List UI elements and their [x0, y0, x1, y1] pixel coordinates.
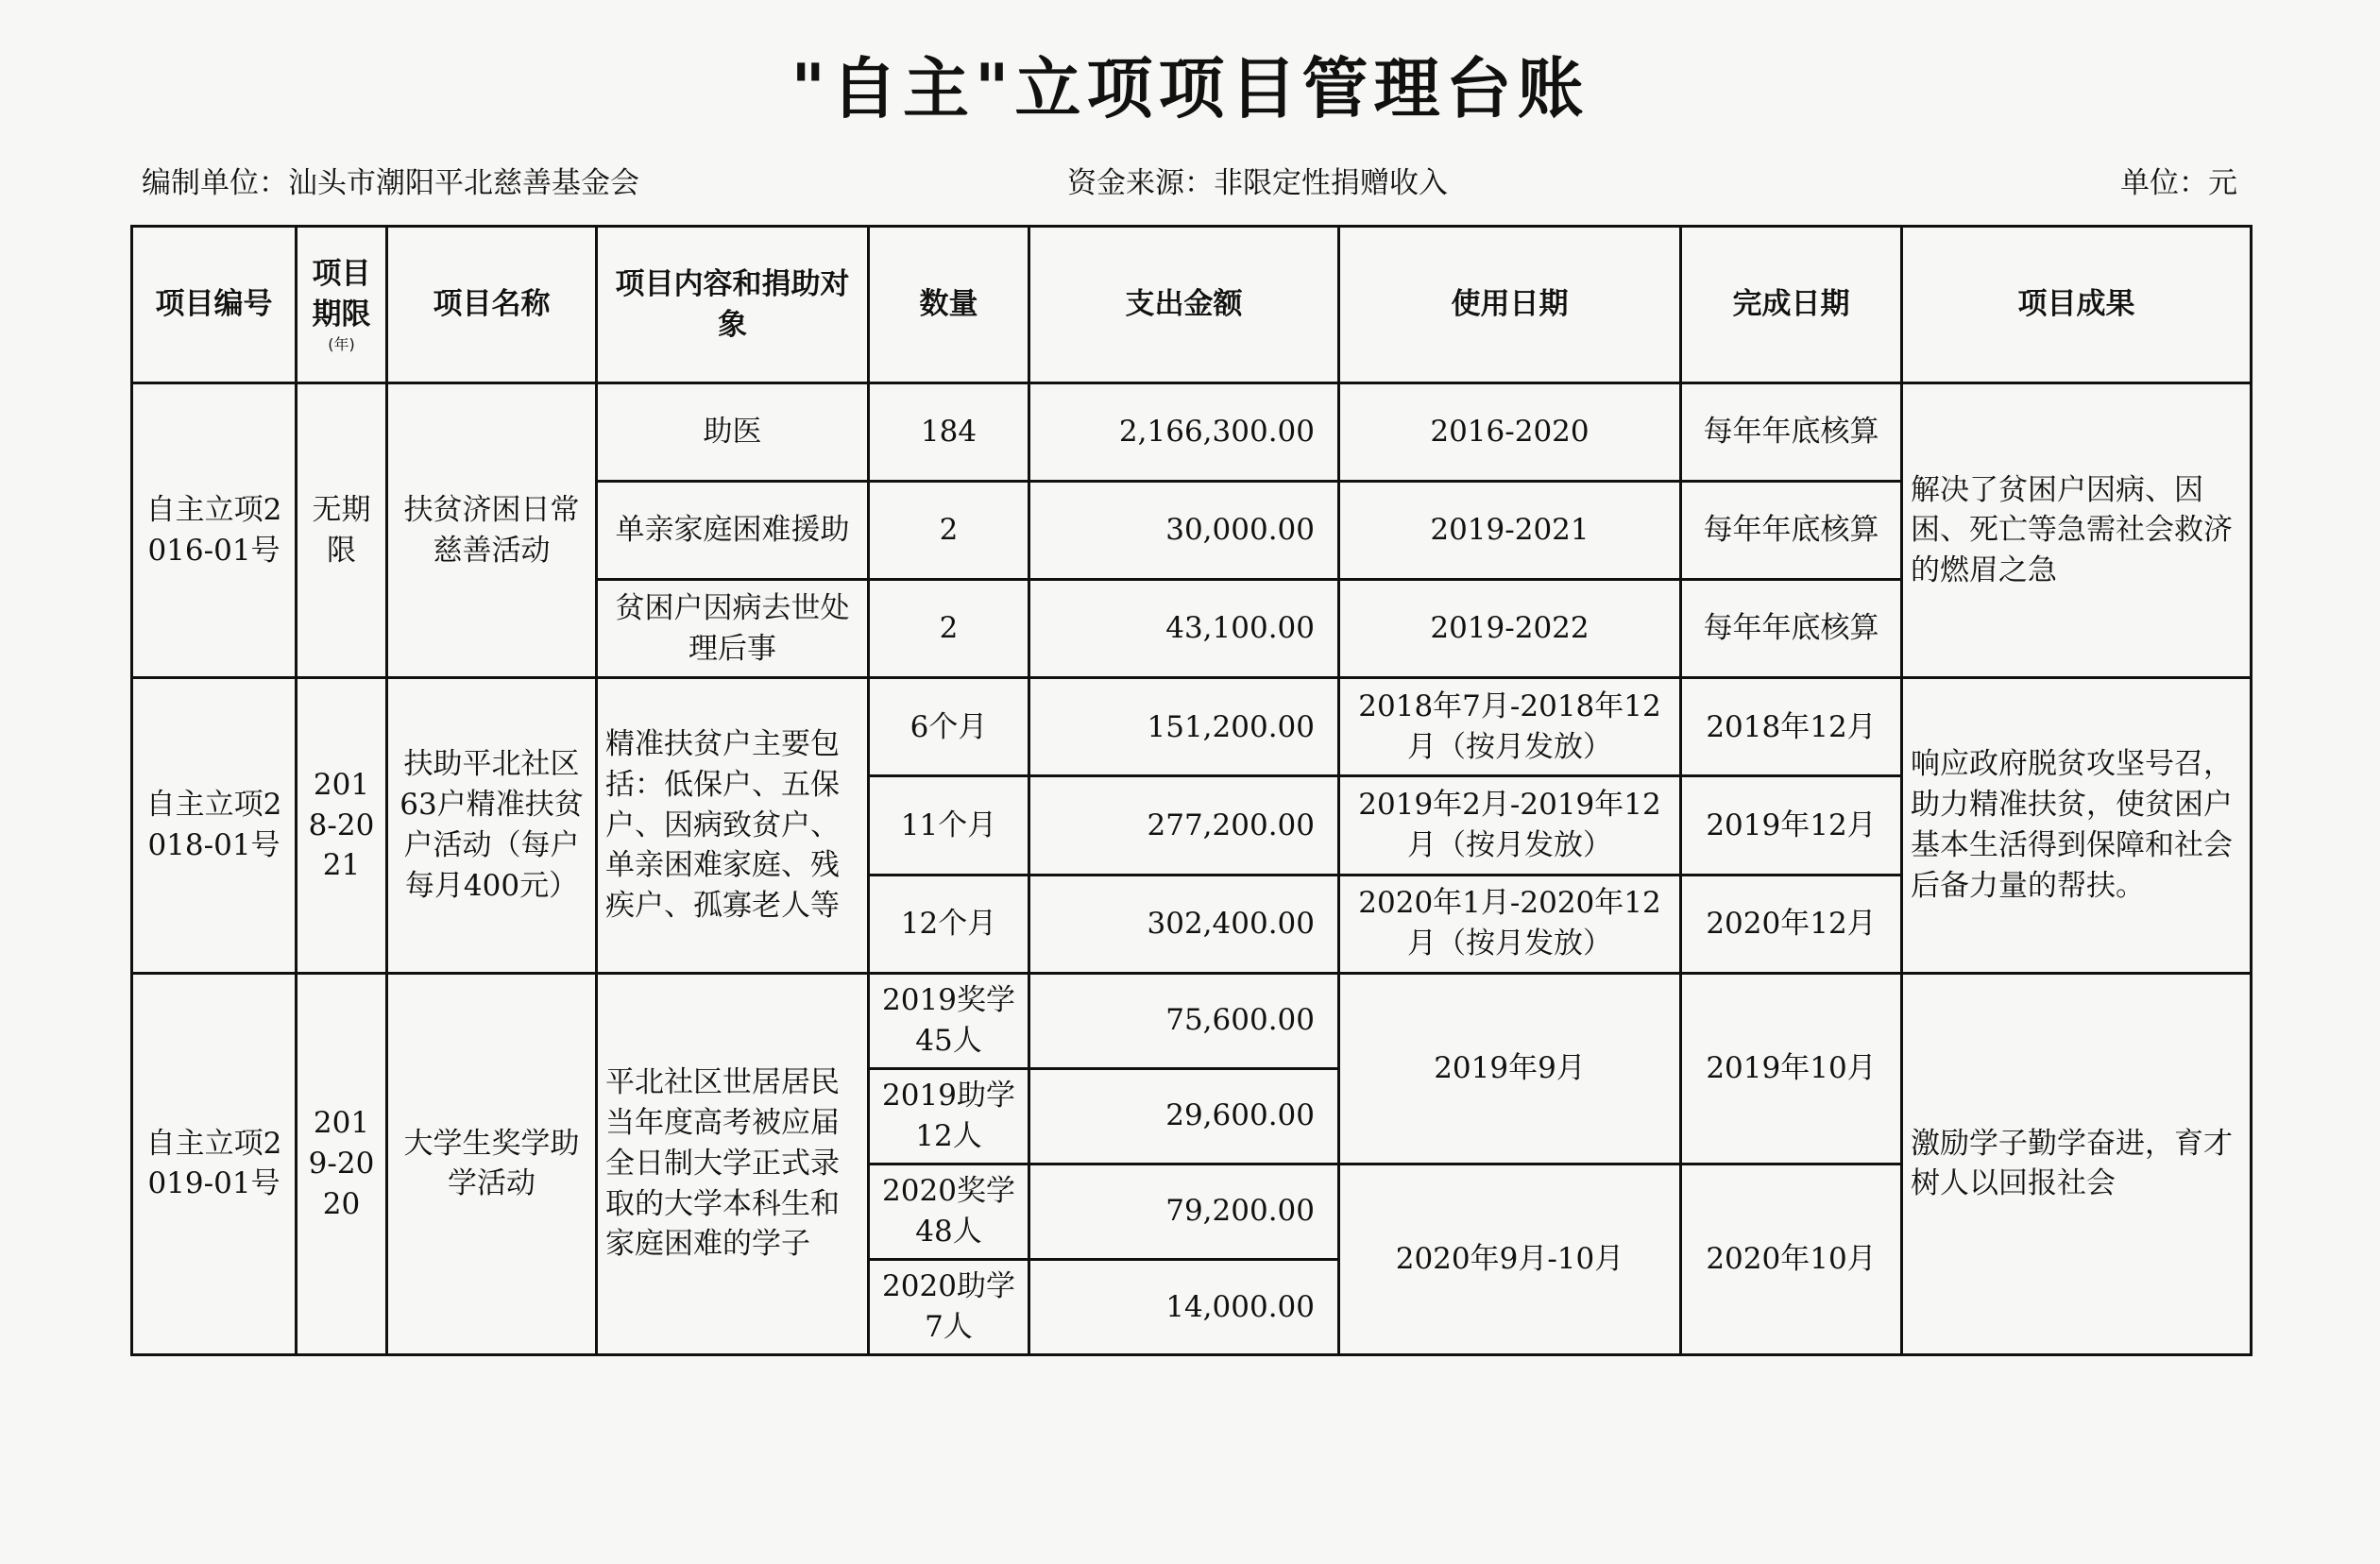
- header-project-id: 项目编号: [132, 227, 297, 383]
- completion-date-cell: 2019年12月: [1681, 776, 1902, 875]
- amount-cell: 2,166,300.00: [1029, 383, 1339, 482]
- completion-date-cell: 每年年底核算: [1681, 482, 1902, 580]
- header-project-result: 项目成果: [1902, 227, 2252, 383]
- project-period-cell: 无期限: [297, 383, 387, 678]
- quantity-cell: 2: [869, 580, 1029, 678]
- amount-cell: 75,600.00: [1029, 973, 1339, 1068]
- project-id-cell: 自主立项2016-01号: [132, 383, 297, 678]
- use-date-cell: 2020年1月-2020年12月（按月发放）: [1339, 875, 1681, 973]
- project-content-cell: 平北社区世居居民当年度高考被应届全日制大学正式录取的大学本科生和家庭困难的学子: [597, 973, 869, 1354]
- header-period-unit: (年): [328, 335, 355, 354]
- project-content-cell: 助医: [597, 383, 869, 482]
- use-date-cell: 2019-2022: [1339, 580, 1681, 678]
- quantity-cell: 2020助学7人: [869, 1259, 1029, 1354]
- completion-date-cell: 每年年底核算: [1681, 383, 1902, 482]
- use-date-cell: 2020年9月-10月: [1339, 1164, 1681, 1354]
- project-id-cell: 自主立项2019-01号: [132, 973, 297, 1354]
- quantity-cell: 2: [869, 482, 1029, 580]
- quantity-cell: 2020奖学48人: [869, 1164, 1029, 1259]
- amount-cell: 302,400.00: [1029, 875, 1339, 973]
- compiling-organization: 编制单位：汕头市潮阳平北慈善基金会: [142, 166, 639, 200]
- amount-cell: 79,200.00: [1029, 1164, 1339, 1259]
- project-name-cell: 大学生奖学助学活动: [387, 973, 597, 1354]
- quantity-cell: 184: [869, 383, 1029, 482]
- use-date-cell: 2018年7月-2018年12月（按月发放）: [1339, 678, 1681, 776]
- completion-date-cell: 2018年12月: [1681, 678, 1902, 776]
- table-header-row: [132, 227, 2252, 383]
- table-row: [132, 973, 2252, 1068]
- header-use-date: 使用日期: [1339, 227, 1681, 383]
- page-title: "自主"立项项目管理台账: [790, 50, 1590, 128]
- amount-cell: 29,600.00: [1029, 1068, 1339, 1164]
- currency-unit: 单位：元: [2120, 166, 2237, 200]
- quantity-cell: 6个月: [869, 678, 1029, 776]
- amount-cell: 43,100.00: [1029, 580, 1339, 678]
- header-period-label: 项目期限: [312, 256, 371, 332]
- amount-cell: 14,000.00: [1029, 1259, 1339, 1354]
- use-date-cell: 2019年9月: [1339, 973, 1681, 1164]
- completion-date-cell: 每年年底核算: [1681, 580, 1902, 678]
- project-result-cell: 激励学子勤学奋进，育才树人以回报社会: [1902, 973, 2252, 1354]
- header-project-period: [297, 227, 387, 383]
- quantity-cell: 2019奖学45人: [869, 973, 1029, 1068]
- completion-date-cell: 2020年10月: [1681, 1164, 1902, 1354]
- amount-cell: 30,000.00: [1029, 482, 1339, 580]
- project-id-cell: 自主立项2018-01号: [132, 678, 297, 973]
- table-row: [132, 678, 2252, 776]
- use-date-cell: 2019-2021: [1339, 482, 1681, 580]
- header-amount: 支出金额: [1029, 227, 1339, 383]
- quantity-cell: 12个月: [869, 875, 1029, 973]
- project-ledger-table: [130, 225, 2252, 1356]
- project-name-cell: 扶贫济困日常慈善活动: [387, 383, 597, 678]
- header-project-name: 项目名称: [387, 227, 597, 383]
- fund-source: 资金来源：非限定性捐赠收入: [1067, 166, 1448, 200]
- completion-date-cell: 2020年12月: [1681, 875, 1902, 973]
- use-date-cell: 2019年2月-2019年12月（按月发放）: [1339, 776, 1681, 875]
- completion-date-cell: 2019年10月: [1681, 973, 1902, 1164]
- project-period-cell: 2019-2020: [297, 973, 387, 1354]
- table-row: [132, 383, 2252, 482]
- header-quantity: 数量: [869, 227, 1029, 383]
- quantity-cell: 2019助学12人: [869, 1068, 1029, 1164]
- project-content-cell: 单亲家庭困难援助: [597, 482, 869, 580]
- header-completion-date: 完成日期: [1681, 227, 1902, 383]
- project-result-cell: 响应政府脱贫攻坚号召，助力精准扶贫，使贫困户基本生活得到保障和社会后备力量的帮扶。: [1902, 678, 2252, 973]
- project-content-cell: 贫困户因病去世处理后事: [597, 580, 869, 678]
- project-name-cell: 扶助平北社区63户精准扶贫户活动（每户每月400元）: [387, 678, 597, 973]
- header-project-content: 项目内容和捐助对象: [597, 227, 869, 383]
- project-content-cell: 精准扶贫户主要包括：低保户、五保户、因病致贫户、单亲困难家庭、残疾户、孤寡老人等: [597, 678, 869, 973]
- amount-cell: 277,200.00: [1029, 776, 1339, 875]
- use-date-cell: 2016-2020: [1339, 383, 1681, 482]
- quantity-cell: 11个月: [869, 776, 1029, 875]
- amount-cell: 151,200.00: [1029, 678, 1339, 776]
- project-result-cell: 解决了贫困户因病、因困、死亡等急需社会救济的燃眉之急: [1902, 383, 2252, 678]
- project-period-cell: 2018-2021: [297, 678, 387, 973]
